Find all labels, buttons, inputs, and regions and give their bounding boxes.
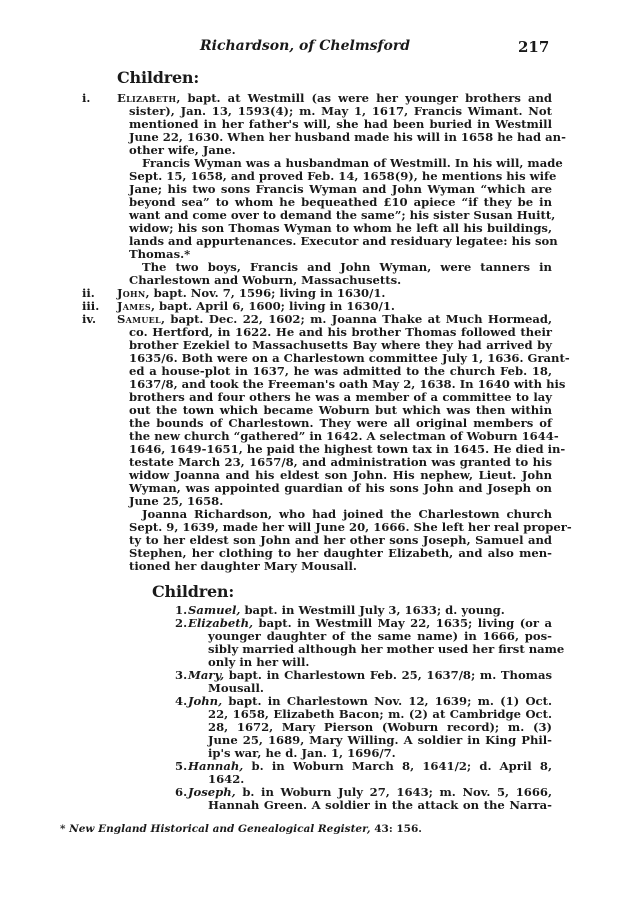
entry-name: John: [117, 286, 146, 300]
grandchildren-heading: Children:: [152, 582, 235, 601]
text-line: James, bapt. April 6, 1600; living in 1630/1.: [117, 299, 395, 313]
text-line: Thomas.*: [129, 247, 191, 261]
text-line: 1646, 1649-1651, he paid the highest town tax in 1645. He died in-: [129, 442, 566, 456]
text-line: brothers and four others he was a member of a committee to lay: [129, 390, 552, 404]
text-line: ip's war, he d. Jan. 1, 1696/7.: [208, 746, 396, 760]
text-line: 22, 1658, Elizabeth Bacon; m. (2) at Cambridge Oct.: [208, 707, 552, 721]
text-line: other wife, Jane.: [129, 143, 236, 157]
text-line: Samuel, bapt. Dec. 22, 1602; m. Joanna Thake at Much Hormead,: [117, 312, 552, 326]
text-line: Hannah Green. A soldier in the attack on the Narra-: [208, 798, 552, 812]
text-line: John, bapt. Nov. 7, 1596; living in 1630/1.: [117, 286, 386, 300]
text-line: beyond sea” to whom he bequeathed £10 apiece “if they be in: [129, 195, 552, 209]
footnote-marker: *: [60, 823, 66, 835]
text-line: Jane; his two sons Francis Wyman and John Wyman “which are: [129, 182, 552, 196]
text-line: June 25, 1689, Mary Willing. A soldier in King Phil-: [208, 733, 552, 747]
entry-name: Elizabeth: [117, 91, 177, 105]
text-line: The two boys, Francis and John Wyman, were tanners in: [142, 260, 552, 274]
child-name: Joseph,: [188, 785, 236, 799]
text-line: sibly married although her mother used her first name: [208, 642, 565, 656]
text-line: sister), Jan. 13, 1593(4); m. May 1, 1617, Francis Wimant. Not: [129, 104, 552, 118]
text-line: ty to her eldest son John and her other sons Joseph, Samuel and: [129, 533, 552, 547]
running-title: Richardson, of Chelmsford: [200, 38, 411, 54]
child-text: b. in Woburn March 8, 1641/2; d. April 8,: [251, 759, 552, 773]
entry-numeral: ii.: [82, 286, 95, 300]
text-line: 1635/6. Both were on a Charlestown committee July 1, 1636. Grant-: [129, 351, 570, 365]
text-line: widow Joanna and his eldest son John. His nephew, Lieut. John: [129, 468, 552, 482]
entry-text: bapt. April 6, 1600; living in 1630/1.: [159, 299, 395, 313]
entry-text: bapt. Nov. 7, 1596; living in 1630/1.: [153, 286, 386, 300]
text-line: the new church “gathered” in 1642. A selectman of Woburn 1644-: [129, 429, 559, 443]
child-name: Hannah,: [188, 759, 244, 773]
child-number: 2.: [175, 616, 188, 630]
text-line: tioned her daughter Mary Mousall.: [129, 559, 357, 573]
child-text: bapt. in Westmill May 22, 1635; living (or a: [258, 616, 552, 630]
children-heading: Children:: [117, 68, 200, 87]
text-line: brother Ezekiel to Massachusetts Bay where they had arrived by: [129, 338, 552, 352]
text-line: mentioned in her father's will, she had been buried in Westmill: [129, 117, 552, 131]
child-name: Elizabeth,: [188, 616, 254, 630]
text-line: June 25, 1658.: [129, 494, 224, 508]
footnote-source: New England Historical and Genealogical Register,: [69, 823, 371, 835]
text-line: Mousall.: [208, 681, 264, 695]
footnote-citation: 43: 156.: [374, 823, 422, 835]
entry-numeral: iv.: [82, 312, 97, 326]
text-line: 1637/8, and took the Freeman's oath May 2, 1638. In 1640 with his: [129, 377, 566, 391]
page-number: 217: [518, 38, 550, 56]
child-text: bapt. in Charlestown Feb. 25, 1637/8; m. Thomas: [228, 668, 552, 682]
text-line: 28, 1672, Mary Pierson (Woburn record); m. (3): [208, 720, 552, 734]
entry-numeral: i.: [82, 91, 91, 105]
child-number: 1.: [175, 603, 188, 617]
text-line: younger daughter of the same name) in 1666, pos-: [208, 629, 552, 643]
text-line: only in her will.: [208, 655, 310, 669]
child-text: bapt. in Westmill July 3, 1633; d. young.: [244, 603, 505, 617]
child-text: bapt. in Charlestown Nov. 12, 1639; m. (1) Oct.: [228, 694, 552, 708]
child-name: John,: [188, 694, 223, 708]
text-line: Wyman, was appointed guardian of his sons John and Joseph on: [129, 481, 552, 495]
entry-text: bapt. at Westmill (as were her younger brothers and: [187, 91, 552, 105]
text-line: June 22, 1630. When her husband made his will in 1658 he had an-: [129, 130, 566, 144]
text-line: widow; his son Thomas Wyman to whom he left all his buildings,: [129, 221, 552, 235]
entry-name: Samuel: [117, 312, 161, 326]
text-line: out the town which became Woburn but which was then within: [129, 403, 552, 417]
text-line: Sept. 9, 1639, made her will June 20, 1666. She left her real proper-: [129, 520, 572, 534]
text-line: Francis Wyman was a husbandman of Westmill. In his will, made: [142, 156, 563, 170]
child-number: 4.: [175, 694, 188, 708]
text-line: ed a house-plot in 1637, he was admitted to the church Feb. 18,: [129, 364, 552, 378]
child-number: 5.: [175, 759, 188, 773]
child-name: Mary,: [188, 668, 225, 682]
entry-numeral: iii.: [82, 299, 100, 313]
text-line: Joanna Richardson, who had joined the Charlestown church: [142, 507, 552, 521]
entry-name: James: [117, 299, 151, 313]
entry-text: bapt. Dec. 22, 1602; m. Joanna Thake at Much Hormead,: [170, 312, 552, 326]
text-line: lands and appurtenances. Executor and residuary legatee: his son: [129, 234, 558, 248]
footnote: [60, 823, 422, 835]
child-name: Samuel,: [188, 603, 241, 617]
text-line: Stephen, her clothing to her daughter Elizabeth, and also men-: [129, 546, 552, 560]
child-number: 6.: [175, 785, 188, 799]
text-line: the bounds of Charlestown. They were all original members of: [129, 416, 552, 430]
text-line: Charlestown and Woburn, Massachusetts.: [129, 273, 402, 287]
text-line: Elizabeth, bapt. at Westmill (as were her younger brothers and: [117, 91, 552, 105]
text-line: 1642.: [208, 772, 245, 786]
text-line: want and come over to demand the same”; his sister Susan Huitt,: [129, 208, 556, 222]
text-line: Sept. 15, 1658, and proved Feb. 14, 1658(9), he mentions his wife: [129, 169, 557, 183]
text-line: testate March 23, 1657/8, and administration was granted to his: [129, 455, 552, 469]
text-line: co. Hertford, in 1622. He and his brother Thomas followed their: [129, 325, 552, 339]
child-text: b. in Woburn July 27, 1643; m. Nov. 5, 1666,: [242, 785, 552, 799]
child-number: 3.: [175, 668, 188, 682]
